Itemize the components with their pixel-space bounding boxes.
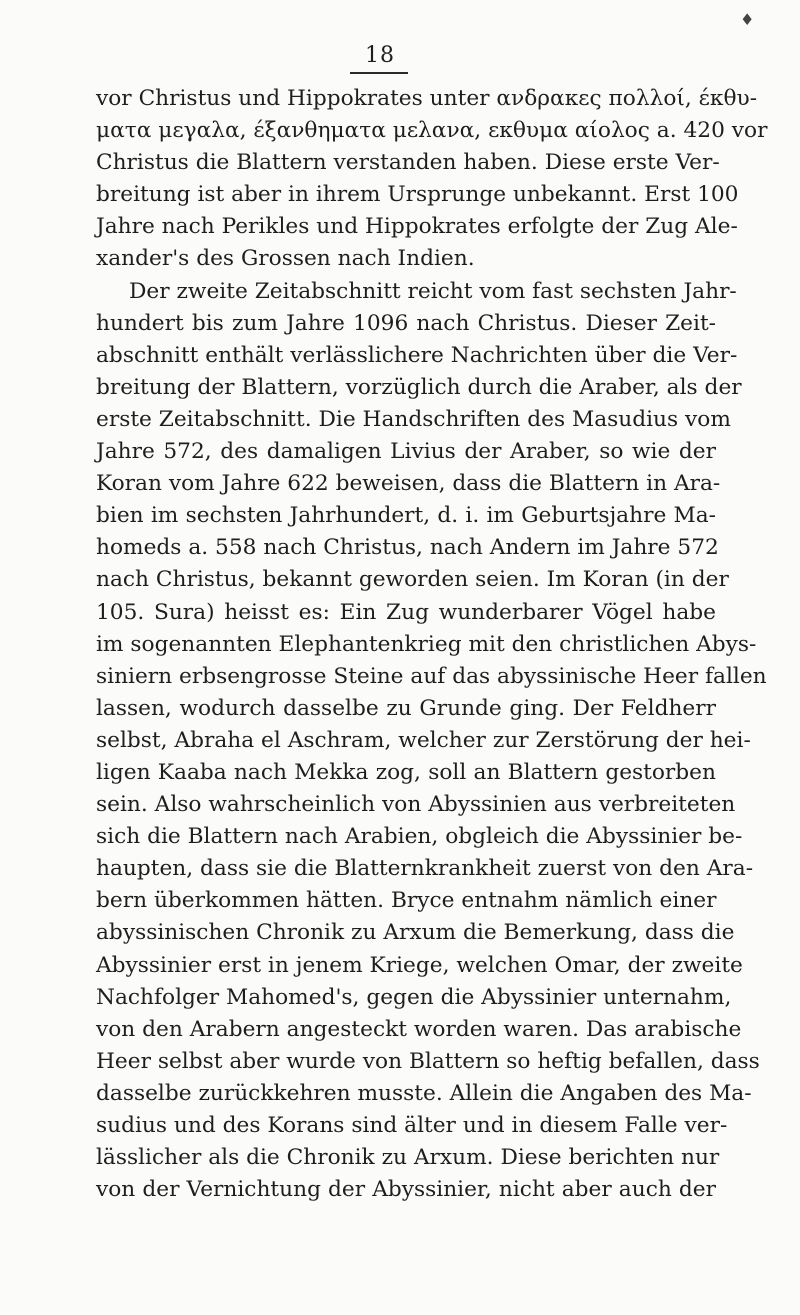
text-line: 105. Sura) heisst es: Ein Zug wunderbarer Vögel habe — [96, 599, 716, 625]
text-line: erste Zeitabschnitt. Die Handschriften des Masudius vom — [96, 406, 731, 432]
text-line: siniern erbsengrosse Steine auf das abyssinische Heer fallen — [96, 663, 767, 689]
text-line: bien im sechsten Jahrhundert, d. i. im Geburtsjahre Ma- — [96, 503, 716, 529]
text-line: sudius und des Korans sind älter und in diesem Falle ver- — [96, 1113, 728, 1138]
text-line: nach Christus, bekannt geworden seien. Im Koran (in der — [96, 567, 729, 593]
text-line: ligen Kaaba nach Mekka zog, soll an Blattern gestorben — [96, 759, 716, 785]
text-line: bern überkommen hätten. Bryce entnahm nämlich einer — [96, 888, 717, 914]
text-line: hundert bis zum Jahre 1096 nach Christus. Dieser Zeit- — [96, 310, 716, 336]
text-line: Abyssinier erst in jenem Kriege, welchen Omar, der zweite — [96, 952, 743, 978]
text-line: im sogenannten Elephantenkrieg mit den christlichen Abys- — [96, 631, 757, 657]
text-line: lassen, wodurch dasselbe zu Grunde ging. Der Feldherr — [96, 695, 716, 721]
page-number: 18 — [365, 43, 395, 68]
corner-mark: ♦ — [740, 10, 755, 29]
text-line: haupten, dass sie die Blatternkrankheit zuerst von den Ara- — [96, 856, 754, 882]
text-line: Christus die Blattern verstanden haben. Diese erste Ver- — [96, 150, 720, 176]
text-line: abschnitt enthält verlässlichere Nachrichten über die Ver- — [96, 342, 738, 368]
text-line: von der Vernichtung der Abyssinier, nicht aber auch der — [96, 1177, 716, 1203]
text-line: ματα μεγαλα, έξανθηματα μελανα, εκθυμα αίολος a. 420 vor — [96, 118, 768, 144]
text-line: dasselbe zurückkehren musste. Allein die Angaben des Ma- — [96, 1080, 752, 1106]
text-line: lässlicher als die Chronik zu Arxum. Diese berichten nur — [96, 1145, 720, 1171]
text-line: breitung ist aber in ihrem Ursprunge unbekannt. Erst 100 — [96, 182, 739, 208]
text-line: homeds a. 558 nach Christus, nach Andern im Jahre 572 — [96, 535, 719, 561]
text-line: Jahre nach Perikles und Hippokrates erfolgte der Zug Ale- — [96, 214, 738, 240]
text-line: vor Christus und Hippokrates unter ανδρακες πολλοί, έκθυ- — [96, 86, 758, 111]
text-line: Koran vom Jahre 622 beweisen, dass die Blattern in Ara- — [96, 471, 721, 497]
text-line: breitung der Blattern, vorzüglich durch die Araber, als der — [96, 374, 742, 400]
page-number-rule — [350, 72, 408, 74]
text-line: Heer selbst aber wurde von Blattern so heftig befallen, dass — [96, 1048, 760, 1074]
text-line: Nachfolger Mahomed's, gegen die Abyssinier unternahm, — [96, 984, 732, 1010]
text-line: von den Arabern angesteckt worden waren. Das arabische — [96, 1016, 742, 1042]
text-line: abyssinischen Chronik zu Arxum die Bemerkung, dass die — [96, 920, 735, 946]
text-line: Jahre 572, des damaligen Livius der Araber, so wie der — [96, 439, 716, 465]
paragraph-start-line: Der zweite Zeitabschnitt reicht vom fast sechsten Jahr- — [129, 278, 737, 304]
text-line: sich die Blattern nach Arabien, obgleich die Abyssinier be- — [96, 824, 743, 850]
text-line: xander's des Grossen nach Indien. — [96, 246, 475, 272]
text-line: selbst, Abraha el Aschram, welcher zur Zerstörung der hei- — [96, 727, 751, 753]
body-text — [96, 83, 768, 1206]
text-line: sein. Also wahrscheinlich von Abyssinien aus verbreiteten — [96, 792, 736, 818]
